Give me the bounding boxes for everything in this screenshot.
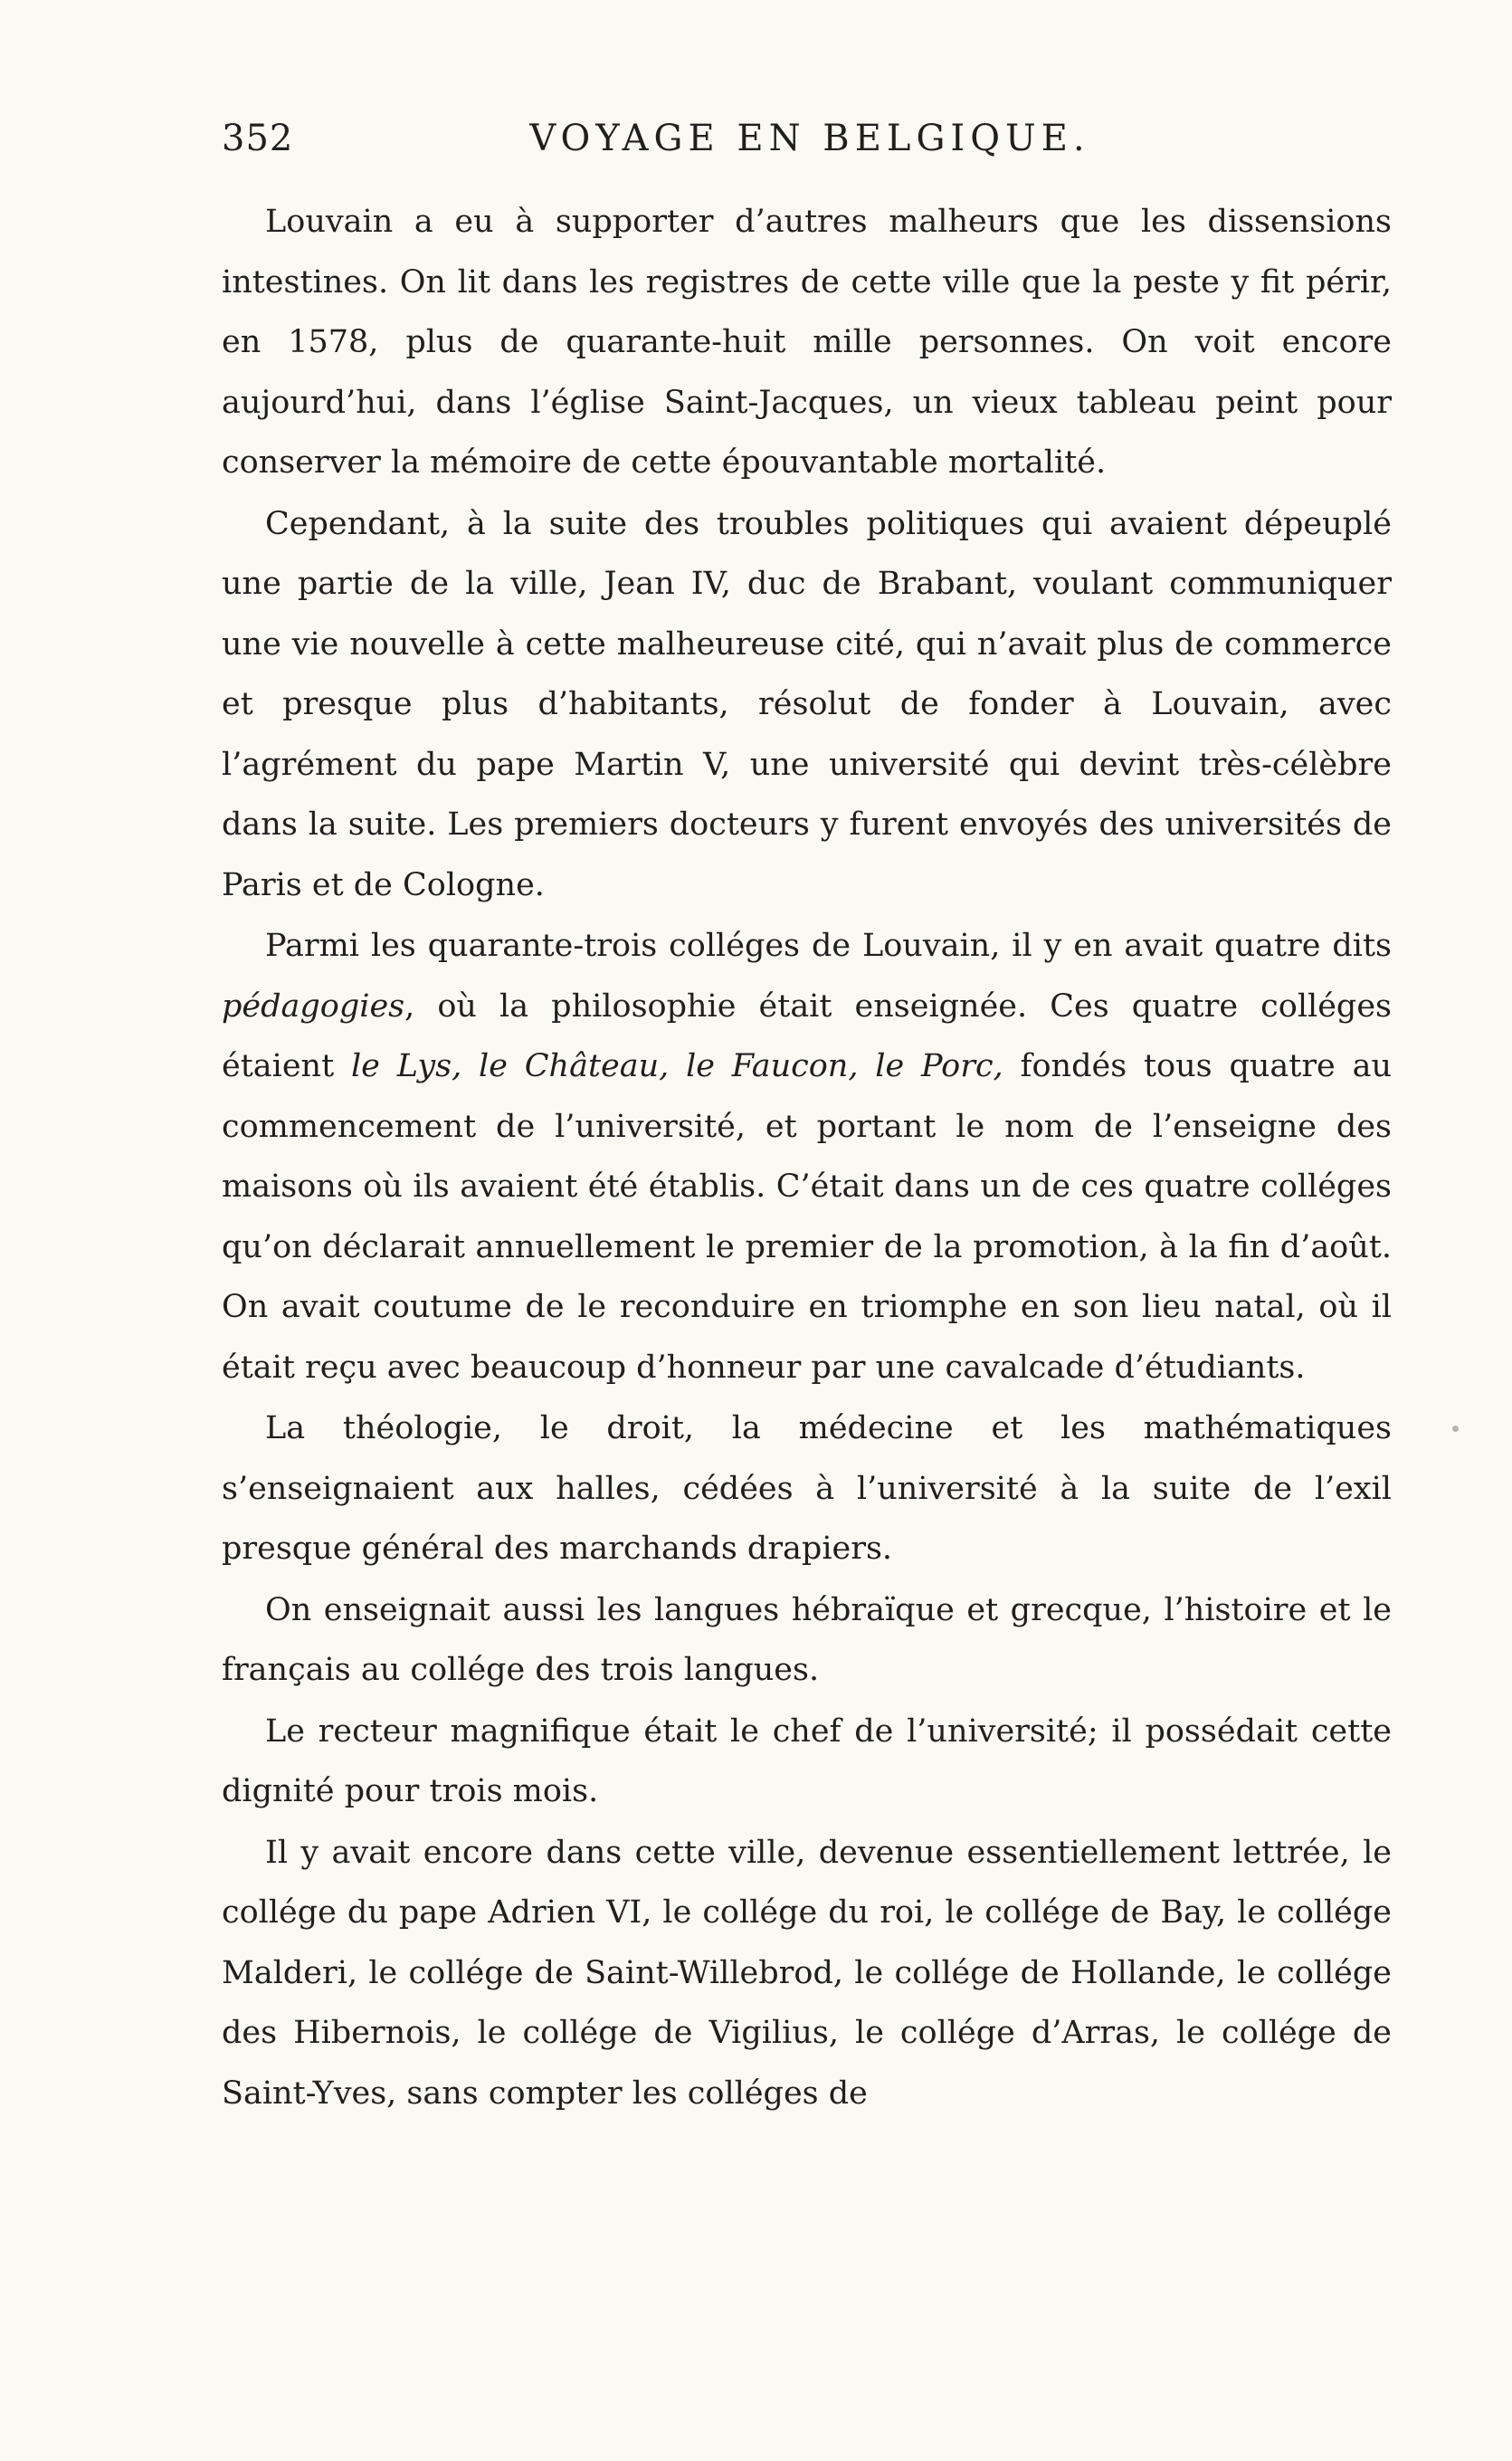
page-header: [222, 118, 1398, 172]
running-title: VOYAGE EN BELGIQUE.: [529, 118, 1090, 159]
colleges-text-3: fondés tous quatre au commencement de l’université, et portant le nom de l’enseigne des maisons où ils avaient été établis. C’était dans un de ces quatre colléges qu’on déclarait annuellement le premier de la promotion, à la fin d’août. On avait coutume de le reconduire en triomphe en son lieu natal, où il était reçu avec beaucoup d’honneur par une cavalcade d’étudiants.: [222, 1048, 1392, 1386]
colleges-text-1: Parmi les quarante-trois colléges de Louvain, il y en avait quatre dits: [265, 928, 1392, 964]
college-names-italic: le Lys, le Château, le Faucon, le Porc,: [350, 1048, 1003, 1084]
paragraph-languages: On enseignait aussi les langues hébraïque et grecque, l’histoire et le français au collége des trois langues.: [222, 1591, 1392, 1688]
paragraph-halles: La théologie, le droit, la médecine et les mathématiques s’enseignaient aux halles, cédées à l’université à la suite de l’exil presque général des marchands drapiers.: [222, 1410, 1392, 1567]
paragraph-plague: Louvain a eu à supporter d’autres malheurs que les dissensions intestines. On lit dans les registres de cette ville que la peste y fit périr, en 1578, plus de quarante-huit mille personnes. On voit encore aujourd’hui, dans l’église Saint-Jacques, un vieux tableau peint pour conserver la mémoire de cette épouvantable mortalité.: [222, 204, 1392, 481]
body-text: [222, 192, 1392, 2124]
page-number: 352: [222, 118, 294, 159]
paragraph-other-colleges: Il y avait encore dans cette ville, devenue essentiellement lettrée, le collége du pape Adrien VI, le collége du roi, le collége de Bay, le collége Malderi, le collége de Saint-Willebrod, le collége de Hollande, le collége des Hibernois, le collége de Vigilius, le collége d’Arras, le collége de Saint-Yves, sans compter les colléges de: [222, 1834, 1392, 2112]
paper-speck: [1452, 1426, 1459, 1432]
paragraph-rector: Le recteur magnifique était le chef de l’université; il possédait cette dignité pour trois mois.: [222, 1712, 1392, 1809]
colleges-text-2: , où la philosophie était enseignée. Ces quatre colléges étaient: [222, 987, 1392, 1084]
paragraph-colleges: [222, 916, 1392, 1397]
paragraph-university-founding: Cependant, à la suite des troubles politiques qui avaient dépeuplé une partie de la ville, Jean IV, duc de Brabant, voulant communiquer une vie nouvelle à cette malheureuse cité, qui n’avait plus de commerce et presque plus d’habitants, résolut de fonder à Louvain, avec l’agrément du pape Martin V, une université qui devint très-célèbre dans la suite. Les premiers docteurs y furent envoyés des universités de Paris et de Cologne.: [222, 505, 1392, 903]
pedagogies-italic: pédagogies: [222, 987, 405, 1025]
